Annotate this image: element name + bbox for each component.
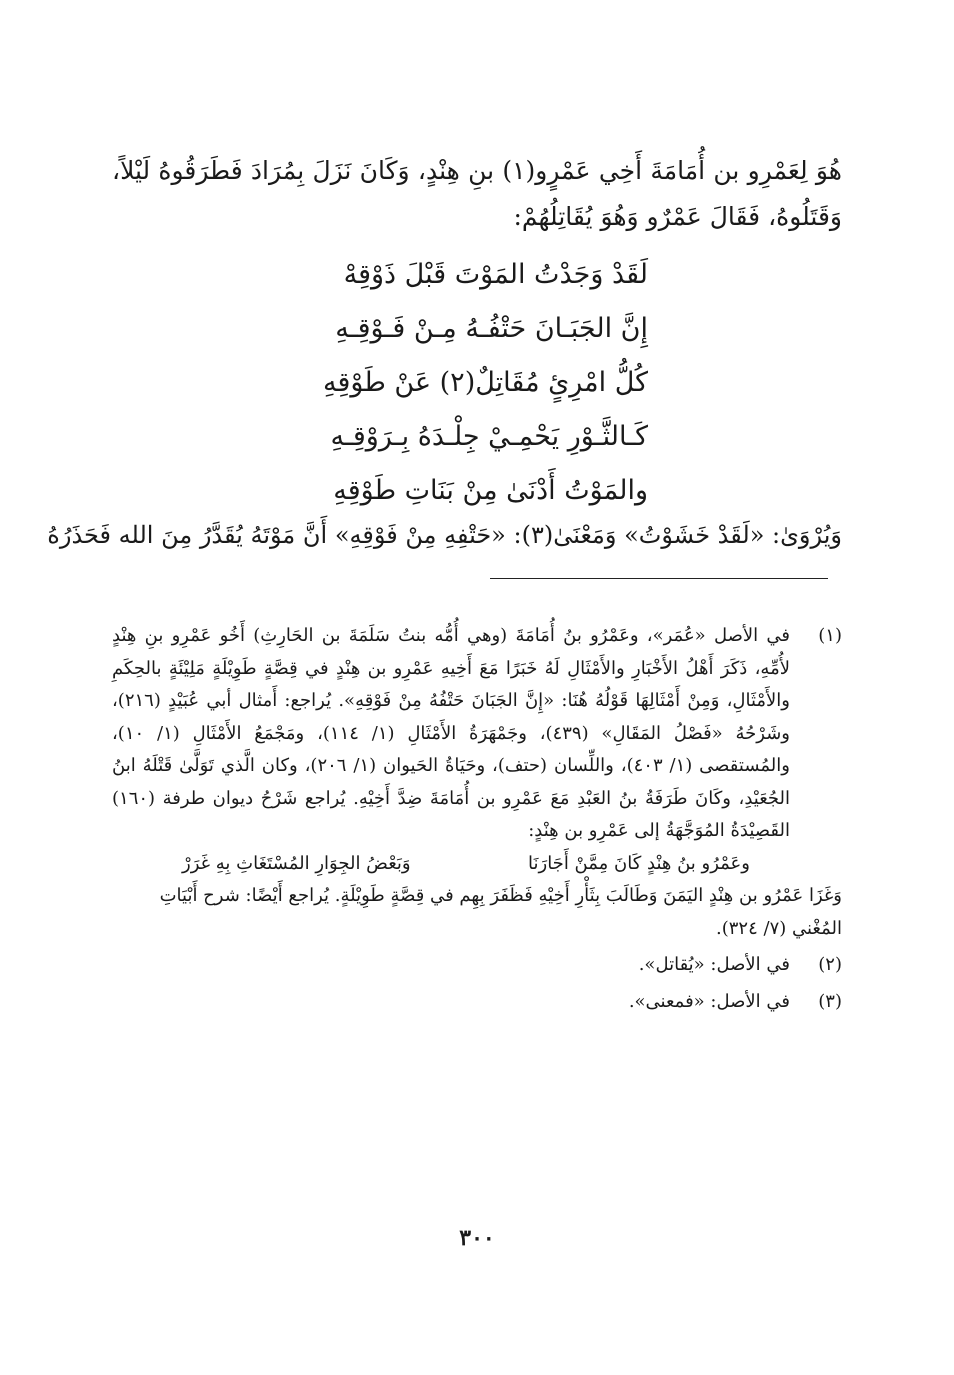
footnotes: [112, 620, 842, 1018]
footnote-divider: [490, 578, 828, 579]
main-paragraph-2: وَيُرْوَىٰ: «لَقَدْ خَشَوْتُ» وَمَعْنَىٰ(٣): «حَتْفِهِ مِنْ فَوْقِهِ» أَنَّ مَوْتَهُ يُقَدَّرُ مِنَ الله فَحَذَرُهُ: [47, 521, 842, 549]
footnote-number: (١): [818, 625, 842, 646]
poem-verses: [308, 248, 648, 518]
main-paragraph-1: هُوَ لِعَمْرِو بن أُمَامَةَ أَخِي عَمْرٍو(١) بنِ هِنْدٍ، وَكَانَ نَزَلَ بِمُرَادَ فَطَرَقُوهُ لَيْلاً، وَقَتَلُوهُ، فَقَالَ عَمْرٌو وَهُوَ يُقَاتِلُهُمْ:: [112, 156, 842, 231]
poem-verse: إِنَّ الجَبَـانَ حَتْفُـهُ مِـنْ فَـوْقِـهِ: [335, 313, 648, 344]
footnote-number: (٣): [818, 990, 842, 1012]
poem-verse: لَقَدْ وَجَدْتُ المَوْتَ قَبْلَ ذَوْقِهْ: [343, 259, 648, 290]
page-number: ٣٠٠: [459, 1225, 495, 1251]
footnote-text: في الأصل «عُمَر»، وعَمْرُو بنُ أُمَامَةَ (وهي أُمُّه بنتُ سَلَمَةَ بن الحَارِثِ) أَخُو عَمْرِو بنِ هِنْدٍ لأُمِّهِ، ذَكَرَ أَهْلُ الأَخْبَارِ والأَمْثَالِ لَهُ خَبَرًا مَعَ أَخِيهِ عَمْرِو بن هِنْدٍ في قِصَّةٍ طَوِيْلَةٍ مَلِيْئَةٍ بالحِكَمِ والأَمْثَالِ، وَمِنْ أَمْثَالِهَا قَوْلُهُ هُنَا: «إِنَّ الجَبَانَ حَتْفُهُ مِنْ فَوْقِهِ». يُراجع: أَمثال أبي عُبَيْدٍ (٢١٦)، وشَرْحُهُ «فَصْلُ المَقَالِ» (٤٣٩)، وجَمْهَرَةُ الأَمْثَالِ (١/ ١١٤)، ومَجْمَعُ الأَمْثَالِ (١/ ١٠)، والمُستقصى (١/ ٤٠٣)، واللِّسان (حتف)، وحَيَاةُ الحَيوان (١/ ٢٠٦)، وكان الَّذي تَوَلَّىٰ قَتْلَهُ ابنُ الجُعَيْدِ، وكَانَ طَرَفَةُ بنُ العَبْدِ مَعَ عَمْرِو بن أُمَامَةَ ضِدَّ أَخِيْهِ. يُراجع شَرْحُ ديوان طرفة (١٦٠) القَصِيْدَةُ المُوَجَّهَةُ إلى عَمْرِو بن هِنْدٍ:: [112, 625, 790, 841]
footnote-number: (٢): [818, 954, 842, 975]
footnote-1-continuation: وَغَزَا عَمْرُو بن هِنْدٍ اليَمَنَ وَطَالَبَ بِثَأْرِ أَخِيْهِ فَظَفَرَ بِهِم في قِصَّةٍ طَوِيْلَةٍ. يُراجع أَيْضًا: شرح أَبْيَاتِ المُغْني (٧/ ٣٢٤).: [159, 885, 842, 939]
footnote-text: في الأصل: «يُقاتل».: [638, 954, 790, 975]
main-text: [112, 148, 842, 240]
footnote-3: [112, 986, 842, 1019]
poem-verse: والمَوْتُ أَدْنَىٰ مِنْ بَنَاتِ طَوْقِهِ: [333, 475, 648, 506]
footnote-1: [112, 620, 842, 880]
footnote-text: في الأصل: «فمعنى».: [628, 990, 790, 1012]
footnote-verse-right: وعَمْرُو بنُ هِنْدٍ كَانَ مِمَّنْ أَجَارَنَا: [528, 852, 750, 874]
poem-verse: كُلُّ امْرِئٍ مُقَاتِلٌ(٢) عَنْ طَوْقِهِ: [322, 367, 648, 398]
footnote-verse-left: وَبَعْضُ الجِوَارِ المُسْتَغَاثِ بِهِ غَرَرْ: [182, 852, 411, 874]
footnote-verse: [112, 848, 790, 881]
poem-verse: كَـالثَّـوْرِ يَحْمِـيْ جِلْـدَهُ بِـرَوْقِـهِ: [330, 421, 648, 452]
footnote-2: [112, 949, 842, 982]
